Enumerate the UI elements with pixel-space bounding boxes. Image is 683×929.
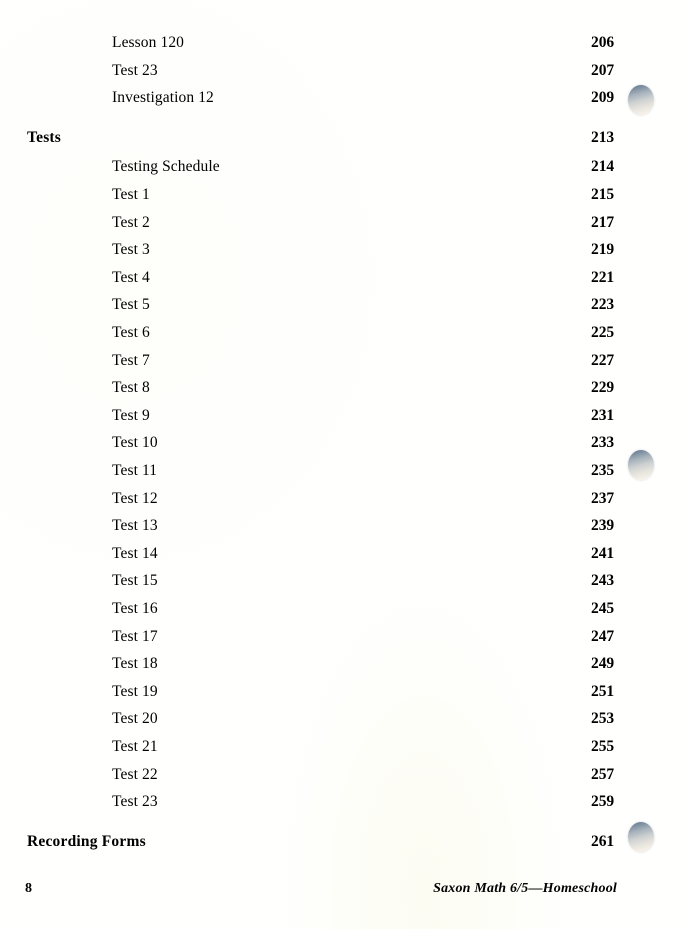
dot-leader	[163, 581, 583, 582]
toc-entry-page-number: 251	[591, 682, 614, 700]
dot-leader	[162, 471, 583, 472]
dot-leader	[225, 167, 583, 168]
toc-entry-row[interactable]	[0, 462, 683, 490]
toc-entry-row[interactable]	[0, 407, 683, 435]
toc-entry-page-number: 206	[591, 34, 614, 51]
toc-entry-page-number: 241	[591, 544, 614, 562]
toc-entry-label: Test 10	[112, 434, 158, 452]
toc-entry-label: Testing Schedule	[112, 158, 220, 176]
toc-entry-label: Test 11	[112, 462, 158, 479]
toc-entry-label: Test 19	[112, 682, 158, 700]
toc-entry-page-number: 249	[591, 655, 614, 673]
dot-leader	[163, 443, 583, 444]
footer-page-number: 8	[25, 881, 32, 896]
toc-entry-page-number: 219	[591, 241, 614, 259]
dot-leader	[155, 250, 583, 251]
toc-entry-label: Test 20	[112, 710, 158, 728]
toc-entry-label: Test 15	[112, 572, 158, 590]
toc-entry-row[interactable]	[0, 600, 683, 628]
dot-leader	[163, 775, 583, 776]
dot-leader	[163, 554, 583, 555]
toc-entry-page-number: 209	[591, 89, 614, 107]
toc-entry-page-number: 259	[591, 793, 614, 811]
toc-entry-label: Test 3	[112, 241, 150, 259]
toc-entry-page-number: 231	[591, 406, 614, 424]
toc-entry-row[interactable]	[0, 793, 683, 821]
toc-entry-page-number: 261	[591, 832, 614, 850]
dot-leader	[163, 71, 583, 72]
toc-entry-row[interactable]	[0, 158, 683, 186]
toc-entry-row[interactable]	[0, 517, 683, 545]
toc-section-row[interactable]	[0, 833, 683, 861]
toc-entry-page-number: 223	[591, 296, 614, 314]
toc-entry-label: Test 1	[112, 186, 150, 203]
dot-leader	[219, 98, 583, 99]
dot-leader	[163, 526, 583, 527]
dot-leader	[163, 719, 583, 720]
toc-entry-row[interactable]	[0, 572, 683, 600]
toc-entry-row[interactable]	[0, 710, 683, 738]
toc-entry-row[interactable]	[0, 241, 683, 269]
toc-entry-label: Recording Forms	[27, 832, 146, 850]
toc-entry-label: Test 21	[112, 738, 158, 755]
toc-entry-page-number: 213	[591, 128, 614, 146]
dot-leader	[155, 388, 583, 389]
dot-leader	[155, 278, 583, 279]
dot-leader	[155, 361, 583, 362]
toc-entry-row[interactable]	[0, 545, 683, 573]
toc-entry-label: Lesson 120	[112, 34, 185, 51]
dot-leader	[155, 223, 583, 224]
toc-entry-page-number: 233	[591, 434, 614, 452]
toc-entry-label: Test 6	[112, 324, 150, 341]
toc-entry-row[interactable]	[0, 352, 683, 380]
toc-entry-row[interactable]	[0, 379, 683, 407]
toc-entry-page-number: 207	[591, 61, 614, 79]
toc-entry-page-number: 235	[591, 462, 614, 479]
dot-leader	[163, 692, 583, 693]
toc-entry-row[interactable]	[0, 214, 683, 242]
toc-entry-page-number: 221	[591, 268, 614, 286]
toc-entry-label: Test 22	[112, 765, 158, 783]
toc-section-row[interactable]	[0, 129, 683, 157]
toc-entry-row[interactable]	[0, 269, 683, 297]
dot-leader	[163, 664, 583, 665]
dot-leader	[189, 43, 583, 44]
toc-entry-page-number: 225	[591, 324, 614, 341]
toc-entry-label: Test 23	[112, 61, 158, 79]
dot-leader	[163, 609, 583, 610]
toc-entry-row[interactable]	[0, 683, 683, 711]
toc-entry-label: Test 9	[112, 406, 150, 424]
toc-entry-label: Test 23	[112, 793, 158, 811]
toc-entry-page-number: 243	[591, 572, 614, 590]
dot-leader	[146, 842, 583, 843]
toc-entry-label: Test 16	[112, 600, 158, 617]
dot-leader	[155, 416, 583, 417]
toc-entry-row[interactable]	[0, 434, 683, 462]
toc-entry-label: Investigation 12	[112, 89, 214, 107]
dot-leader	[163, 637, 583, 638]
toc-entry-row[interactable]	[0, 89, 683, 117]
dot-leader	[61, 138, 583, 139]
dot-leader	[155, 305, 583, 306]
toc-entry-row[interactable]	[0, 296, 683, 324]
toc-entry-page-number: 214	[591, 158, 614, 176]
toc-entry-label: Test 13	[112, 517, 158, 535]
toc-entry-row[interactable]	[0, 186, 683, 214]
toc-entry-row[interactable]	[0, 655, 683, 683]
toc-entry-label: Test 14	[112, 544, 158, 562]
dot-leader	[163, 499, 583, 500]
page-footer	[0, 869, 683, 929]
toc-entry-label: Test 4	[112, 268, 150, 286]
dot-leader	[163, 747, 583, 748]
dot-leader	[155, 333, 583, 334]
toc-entry-row[interactable]	[0, 490, 683, 518]
toc-entry-label: Test 7	[112, 351, 150, 369]
toc-entry-page-number: 215	[591, 186, 614, 203]
toc-entry-label: Test 2	[112, 213, 150, 231]
toc-entry-label: Test 12	[112, 489, 158, 507]
toc-entry-row[interactable]	[0, 628, 683, 656]
toc-entry-label: Test 8	[112, 379, 150, 397]
toc-entry-page-number: 247	[591, 627, 614, 645]
dot-leader	[163, 802, 583, 803]
toc-entry-row[interactable]	[0, 324, 683, 352]
toc-entry-label: Tests	[27, 128, 62, 146]
toc-entry-row[interactable]	[0, 766, 683, 794]
toc-entry-page-number: 217	[591, 213, 614, 231]
toc-entry-label: Test 18	[112, 655, 158, 673]
toc-entry-page-number: 245	[591, 600, 614, 617]
toc-entry-page-number: 255	[591, 738, 614, 755]
toc-entry-page-number: 239	[591, 517, 614, 535]
toc-entry-page-number: 227	[591, 351, 614, 369]
toc-entry-row[interactable]	[0, 62, 683, 90]
toc-entry-page-number: 257	[591, 765, 614, 783]
toc-entry-label: Test 5	[112, 296, 150, 314]
toc-entry-label: Test 17	[112, 627, 158, 645]
toc-entry-row[interactable]	[0, 34, 683, 62]
dot-leader	[155, 195, 583, 196]
toc-entry-page-number: 229	[591, 379, 614, 397]
toc-entry-page-number: 253	[591, 710, 614, 728]
toc-entry-page-number: 237	[591, 489, 614, 507]
toc-entry-row[interactable]	[0, 738, 683, 766]
footer-book-title: Saxon Math 6/5—Homeschool	[433, 881, 617, 896]
